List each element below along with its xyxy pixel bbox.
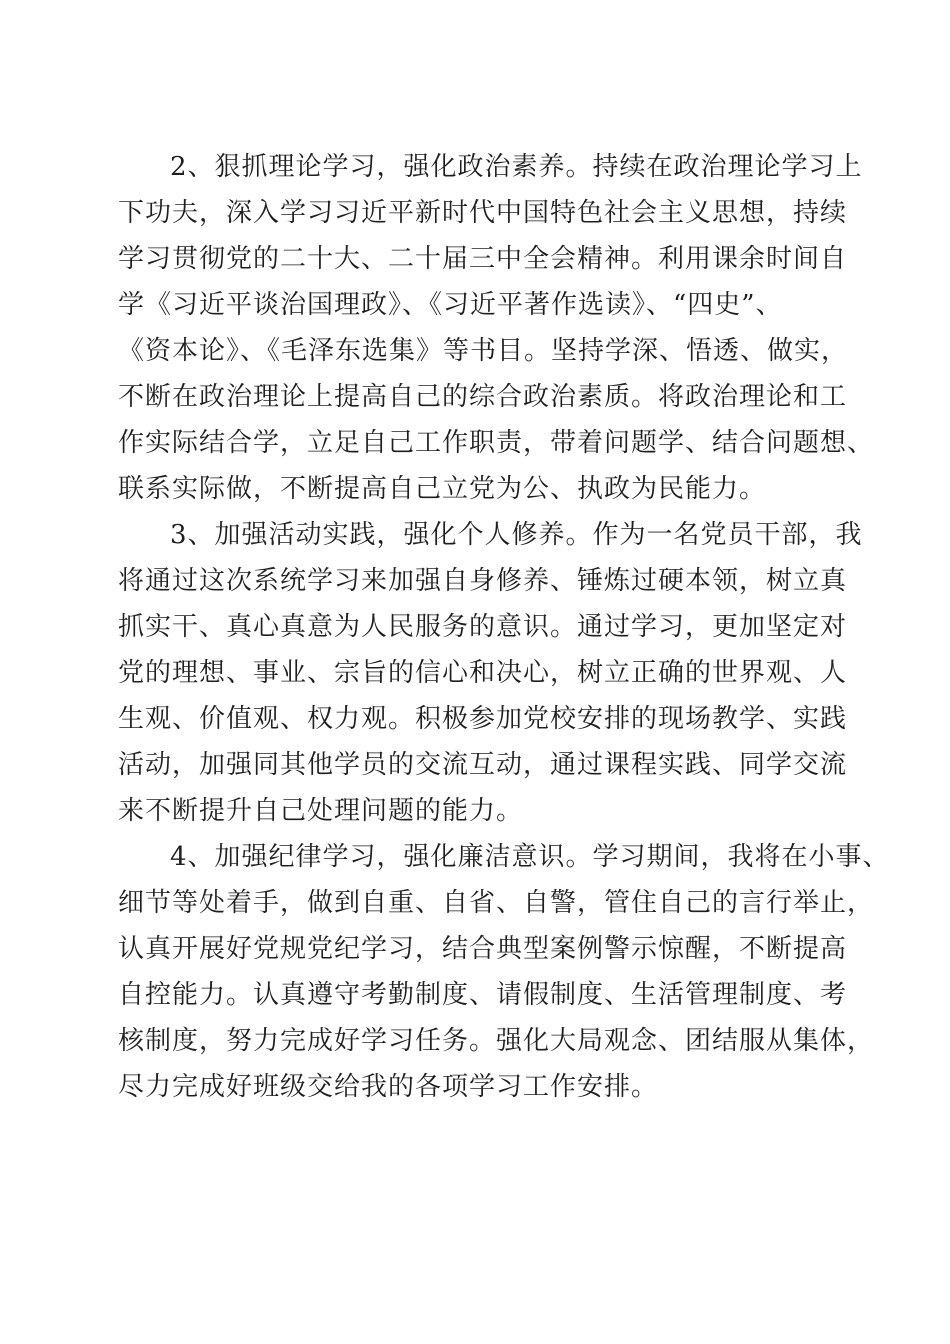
paragraph-line: 3、加强活动实践，强化个人修养。作为一名党员干部，我 [170,520,863,550]
paragraph-line: 认真开展好党规党纪学习，结合典型案例警示惊醒，不断提高 [118,934,848,964]
paragraph-line: 学习贯彻党的二十大、二十届三中全会精神。利用课余时间自 [118,244,848,274]
paragraph-line: 自控能力。认真遵守考勤制度、请假制度、生活管理制度、考 [118,980,848,1010]
paragraph-line: 2、狠抓理论学习，强化政治素养。持续在政治理论学习上 [170,152,863,182]
paragraph-line: 细节等处着手，做到自重、自省、自警，管住自己的言行举止， [118,888,875,918]
paragraph-line: 将通过这次系统学习来加强自身修养、锤炼过硬本领，树立真 [118,566,848,596]
paragraph-line: 不断在政治理论上提高自己的综合政治素质。将政治理论和工 [118,382,848,412]
paragraph-line: 生观、价值观、权力观。积极参加党校安排的现场教学、实践 [118,704,848,734]
paragraph-4 [118,834,890,1110]
paragraph-line: 下功夫，深入学习习近平新时代中国特色社会主义思想，持续 [118,198,848,228]
paragraph-line: 联系实际做，不断提高自己立党为公、执政为民能力。 [118,474,767,504]
document-body [118,144,890,1110]
paragraph-2 [118,144,875,512]
paragraph-line: 《资本论》、《毛泽东选集》等书目。坚持学深、悟透、做实， [118,336,849,366]
paragraph-line: 4、加强纪律学习，强化廉洁意识。学习期间，我将在小事、 [170,842,890,872]
paragraph-line: 核制度，努力完成好学习任务。强化大局观念、团结服从集体， [118,1026,875,1056]
paragraph-3 [118,512,863,834]
paragraph-line: 来不断提升自己处理问题的能力。 [118,796,524,826]
paragraph-line: 党的理想、事业、宗旨的信心和决心，树立正确的世界观、人 [118,658,848,688]
paragraph-line: 尽力完成好班级交给我的各项学习工作安排。 [118,1072,659,1102]
paragraph-line: 学《习近平谈治国理政》、《习近平著作选读》、“四史”、 [118,290,783,320]
paragraph-line: 活动，加强同其他学员的交流互动，通过课程实践、同学交流 [118,750,848,780]
paragraph-line: 作实际结合学，立足自己工作职责，带着问题学、结合问题想、 [118,428,875,458]
paragraph-line: 抓实干、真心真意为人民服务的意识。通过学习，更加坚定对 [118,612,848,642]
